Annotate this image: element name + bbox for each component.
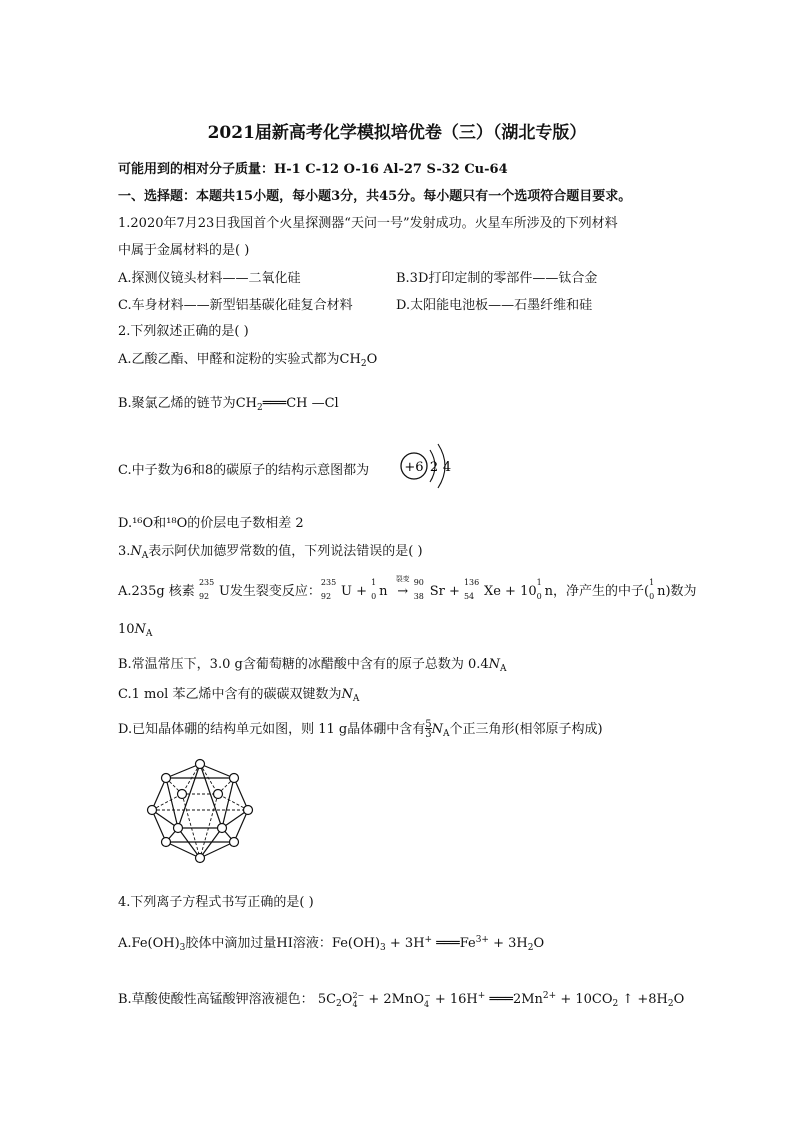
mass-number: 1 xyxy=(536,577,542,587)
nucleus-charge: +6 xyxy=(404,460,424,475)
nuclide-n xyxy=(371,577,379,601)
subscript: 3 xyxy=(380,943,386,953)
q3-d-text2: 个正三角形(相邻原子构成) xyxy=(449,722,603,737)
nuclide-u-eq xyxy=(320,577,337,601)
mass-number: 235 xyxy=(198,577,215,587)
eq-text: O xyxy=(341,992,353,1007)
q3-stem xyxy=(118,540,423,561)
q3-a-text1: A.235g 核素 xyxy=(118,584,195,599)
q2-option-a-text: A.乙酸乙酯、甲醛和淀粉的实验式都为 xyxy=(118,352,340,367)
shell-1-electrons: 2 xyxy=(429,460,439,475)
q1-option-d: D.太阳能电池板——石墨纤维和硅 xyxy=(396,298,593,313)
avogadro-symbol: N xyxy=(488,657,500,672)
arrow-glyph: → xyxy=(397,584,409,599)
avogadro-symbol: N xyxy=(134,622,146,637)
q3-a-text4: n)数为 xyxy=(657,584,697,599)
q2-stem: 2.下列叙述正确的是( ) xyxy=(118,324,249,339)
q1-option-c: C.车身材料——新型铝基碳化硅复合材料 xyxy=(118,298,353,313)
avogadro-symbol: N xyxy=(130,544,142,559)
superscript: + xyxy=(424,935,433,945)
q3-number: 3. xyxy=(118,544,131,559)
boron-icosahedron-diagram xyxy=(138,756,262,868)
neutron-symbol: n xyxy=(544,584,553,599)
nuclide-n2 xyxy=(536,577,545,601)
formula-tail: O xyxy=(366,352,378,367)
fission-arrow xyxy=(392,575,414,599)
q3-c-text: C.1 mol 苯乙烯中含有的碳碳双键数为 xyxy=(118,687,342,702)
subscript: A xyxy=(442,729,450,739)
formula: CH xyxy=(339,352,361,367)
shell-2-electrons: 4 xyxy=(442,460,452,475)
q2-option-b xyxy=(118,392,339,413)
q4-stem: 4.下列离子方程式书写正确的是( ) xyxy=(118,895,314,910)
eq-text: O xyxy=(533,936,545,951)
q3-option-b xyxy=(118,653,507,674)
atomic-number: 0 xyxy=(536,591,542,601)
superscript: 2− xyxy=(352,990,365,1000)
sub-sup-stack xyxy=(352,991,364,1009)
subscript: 2 xyxy=(336,999,342,1009)
q3-option-d xyxy=(118,718,603,740)
atomic-number: 0 xyxy=(371,591,377,601)
nuclide-sr xyxy=(413,577,430,601)
q3-a-text2: 发生裂变反应： xyxy=(229,584,321,599)
superscript: + xyxy=(477,991,486,1001)
subscript: A xyxy=(500,664,507,674)
q3-b-text: B.常温常压下，3.0 g含葡萄糖的冰醋酸中含有的原子总数为 0.4 xyxy=(118,657,489,672)
q4-option-a xyxy=(118,932,544,953)
q3-a-text3: ，净产生的中子( xyxy=(553,584,650,599)
subscript: 4 xyxy=(352,999,358,1009)
denominator: 3 xyxy=(425,728,432,740)
atomic-masses-note: 可能用到的相对分子质量：H-1 C-12 O-16 Al-27 S-32 Cu-64 xyxy=(118,162,508,177)
q3-option-a-line2 xyxy=(118,622,152,639)
superscript: − xyxy=(424,990,431,1000)
q4-a-label: A. xyxy=(118,936,132,951)
superscript: 3+ xyxy=(475,935,489,945)
eq-text: U + xyxy=(336,584,372,599)
section-heading: 一、选择题：本题共15小题，每小题3分，共45分。每小题只有一个选项符合题目要求。 xyxy=(118,189,632,204)
q4-option-b xyxy=(118,988,684,1009)
mass-number: 136 xyxy=(463,577,480,587)
uranium-symbol: U xyxy=(218,584,230,599)
xenon-symbol: Xe + 10 xyxy=(483,584,537,599)
subscript: 4 xyxy=(424,999,430,1009)
atomic-number: 92 xyxy=(198,591,210,601)
mass-number: 90 xyxy=(413,577,424,587)
eq-text: ═══Fe xyxy=(432,936,476,951)
eq-text: ═══2Mn xyxy=(485,992,543,1007)
eq-text: + 2MnO xyxy=(364,992,425,1007)
q4-a-text: 胶体中滴加过量HI溶液：Fe(OH) xyxy=(185,936,381,951)
eq-text: + 16H xyxy=(430,992,478,1007)
mass-number: 1 xyxy=(649,577,655,587)
mass-number: 1 xyxy=(371,577,377,587)
subscript: A xyxy=(141,551,149,561)
eq-text: + 10CO xyxy=(556,992,613,1007)
q2-option-c: C.中子数为6和8的碳原子的结构示意图都为 xyxy=(118,463,370,478)
atomic-number: 38 xyxy=(413,591,424,601)
avogadro-symbol: N xyxy=(431,722,443,737)
q2-option-d: D.¹⁶O和¹⁸O的价层电子数相差 2 xyxy=(118,516,304,531)
atomic-number: 0 xyxy=(649,591,655,601)
strontium-symbol: Sr + xyxy=(429,584,464,599)
nuclide-u xyxy=(198,577,219,601)
neutron-symbol: n xyxy=(379,584,388,599)
formula: Fe(OH) xyxy=(131,936,180,951)
avogadro-symbol: N xyxy=(341,687,353,702)
subscript: 2 xyxy=(527,943,534,953)
subscript: 2 xyxy=(667,999,674,1009)
nuclide-n3 xyxy=(649,577,657,601)
q3-d-text1: D.已知晶体硼的结构单元如图，则 11 g晶体硼中含有 xyxy=(118,722,426,737)
formula: CH xyxy=(235,396,257,411)
subscript: A xyxy=(145,629,153,639)
fission-label: 裂变 xyxy=(395,575,410,583)
atomic-number: 92 xyxy=(320,591,332,601)
carbon-atom-diagram xyxy=(394,440,458,494)
q1-option-a: A.探测仪镜头材料——二氧化硅 xyxy=(118,271,301,286)
q1-option-b: B.3D打印定制的零部件——钛合金 xyxy=(396,271,598,286)
subscript: A xyxy=(352,694,360,704)
eq-text: ↑ +8H xyxy=(618,992,668,1007)
mass-number: 235 xyxy=(320,577,337,587)
formula-tail: ═══CH —Cl xyxy=(262,396,339,411)
subscript: 3 xyxy=(179,943,186,953)
q1-stem-line2: 中属于金属材料的是( ) xyxy=(118,243,250,258)
eq-text: O xyxy=(673,992,685,1007)
numerator: 5 xyxy=(425,718,432,730)
q1-stem-line1: 1.2020年7月23日我国首个火星探测器“天问一号”发射成功。火星车所涉及的下列材料 xyxy=(118,216,618,231)
eq-text: + 3H xyxy=(488,936,528,951)
subscript: 2 xyxy=(612,999,619,1009)
q4-b-text: B.草酸使酸性高锰酸钾溶液褪色： 5C xyxy=(118,992,337,1007)
subscript: 2 xyxy=(256,403,263,413)
eq-text: + 3H xyxy=(385,936,425,951)
q2-option-b-text: B.聚氯乙烯的链节为 xyxy=(118,396,236,411)
page-title: 2021届新高考化学模拟培优卷（三）（湖北专版） xyxy=(207,123,587,143)
q2-option-a xyxy=(118,348,377,369)
subscript: 2 xyxy=(360,359,367,369)
nuclide-xe xyxy=(463,577,484,601)
atomic-number: 54 xyxy=(463,591,475,601)
q3-option-c xyxy=(118,683,359,704)
q3-option-a-line1 xyxy=(118,575,697,601)
q3-stem-text: 表示阿伏加德罗常数的值，下列说法错误的是( ) xyxy=(148,544,423,559)
sub-sup-stack xyxy=(424,991,431,1009)
q3-a-line2-number: 10 xyxy=(118,622,135,637)
superscript: 2+ xyxy=(542,991,557,1001)
